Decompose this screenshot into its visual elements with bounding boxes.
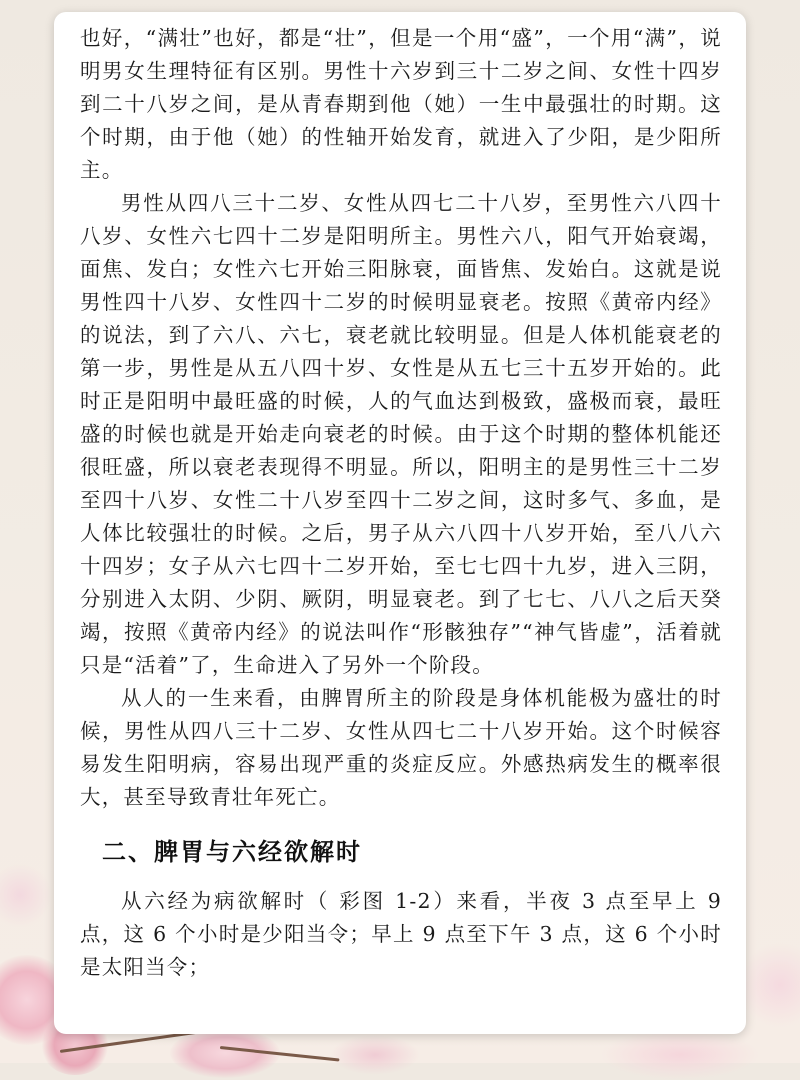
body-paragraph: 也好，“满壮”也好，都是“壮”，但是一个用“盛”，一个用“满”，说明男女生理特征有区别。男性十六岁到三十二岁之间、女性十四岁到二十八岁之间，是从青春期到他（她）一生中最强壮的时期。这个时期，由于他（她）的性轴开始发育，就进入了少阳，是少阳所主。 [80,26,722,182]
background-blossom [740,940,800,1030]
page-card [54,12,746,1034]
body-paragraph: 男性从四八三十二岁、女性从四七二十八岁，至男性六八四十八岁、女性六七四十二岁是阳明所主。男性六八，阳气开始衰竭，面焦、发白；女性六七开始三阳脉衰，面皆焦、发始白。这就是说男性四十八岁、女性四十二岁的时候明显衰老。按照《黄帝内经》的说法，到了六八、六七，衰老就比较明显。但是人体机能衰老的第一步，男性是从五八四十岁、女性是从五七三十五岁开始的。此时正是阳明中最旺盛的时候，人的气血达到极致，盛极而衰，最旺盛的时候也就是开始走向衰老的时候。由于这个时期的整体机能还很旺盛，所以衰老表现得不明显。所以，阳明主的是男性三十二岁至四十八岁、女性二十八岁至四十二岁之间，这时多气、多血，是人体比较强壮的时候。之后，男子从六八四十八岁开始，至八八六十四岁；女子从六七四十二岁开始，至七七四十九岁，进入三阴，分别进入太阴、少阴、厥阴，明显衰老。到了七七、八八之后天癸竭，按照《黄帝内经》的说法叫作“形骸独存”“神气皆虚”，活着就只是“活着”了，生命进入了另外一个阶段。 [80,191,722,677]
body-paragraph: 从六经为病欲解时（ 彩图 1-2）来看，半夜 3 点至早上 9 点，这 6 个小时是少阳当令；早上 9 点至下午 3 点，这 6 个小时是太阳当令； [80,889,722,979]
section-heading: 二、脾胃与六经欲解时 [102,838,362,866]
background-blossom [600,1030,760,1080]
background-blossom [330,1035,420,1075]
body-paragraph: 从人的一生来看，由脾胃所主的阶段是身体机能极为盛壮的时候，男性从四八三十二岁、女性从四七二十八岁开始。这个时候容易发生阳明病，容易出现严重的炎症反应。外感热病发生的概率很大，甚至导致青壮年死亡。 [80,686,722,809]
page-content [54,12,746,984]
background-blossom [0,860,50,930]
